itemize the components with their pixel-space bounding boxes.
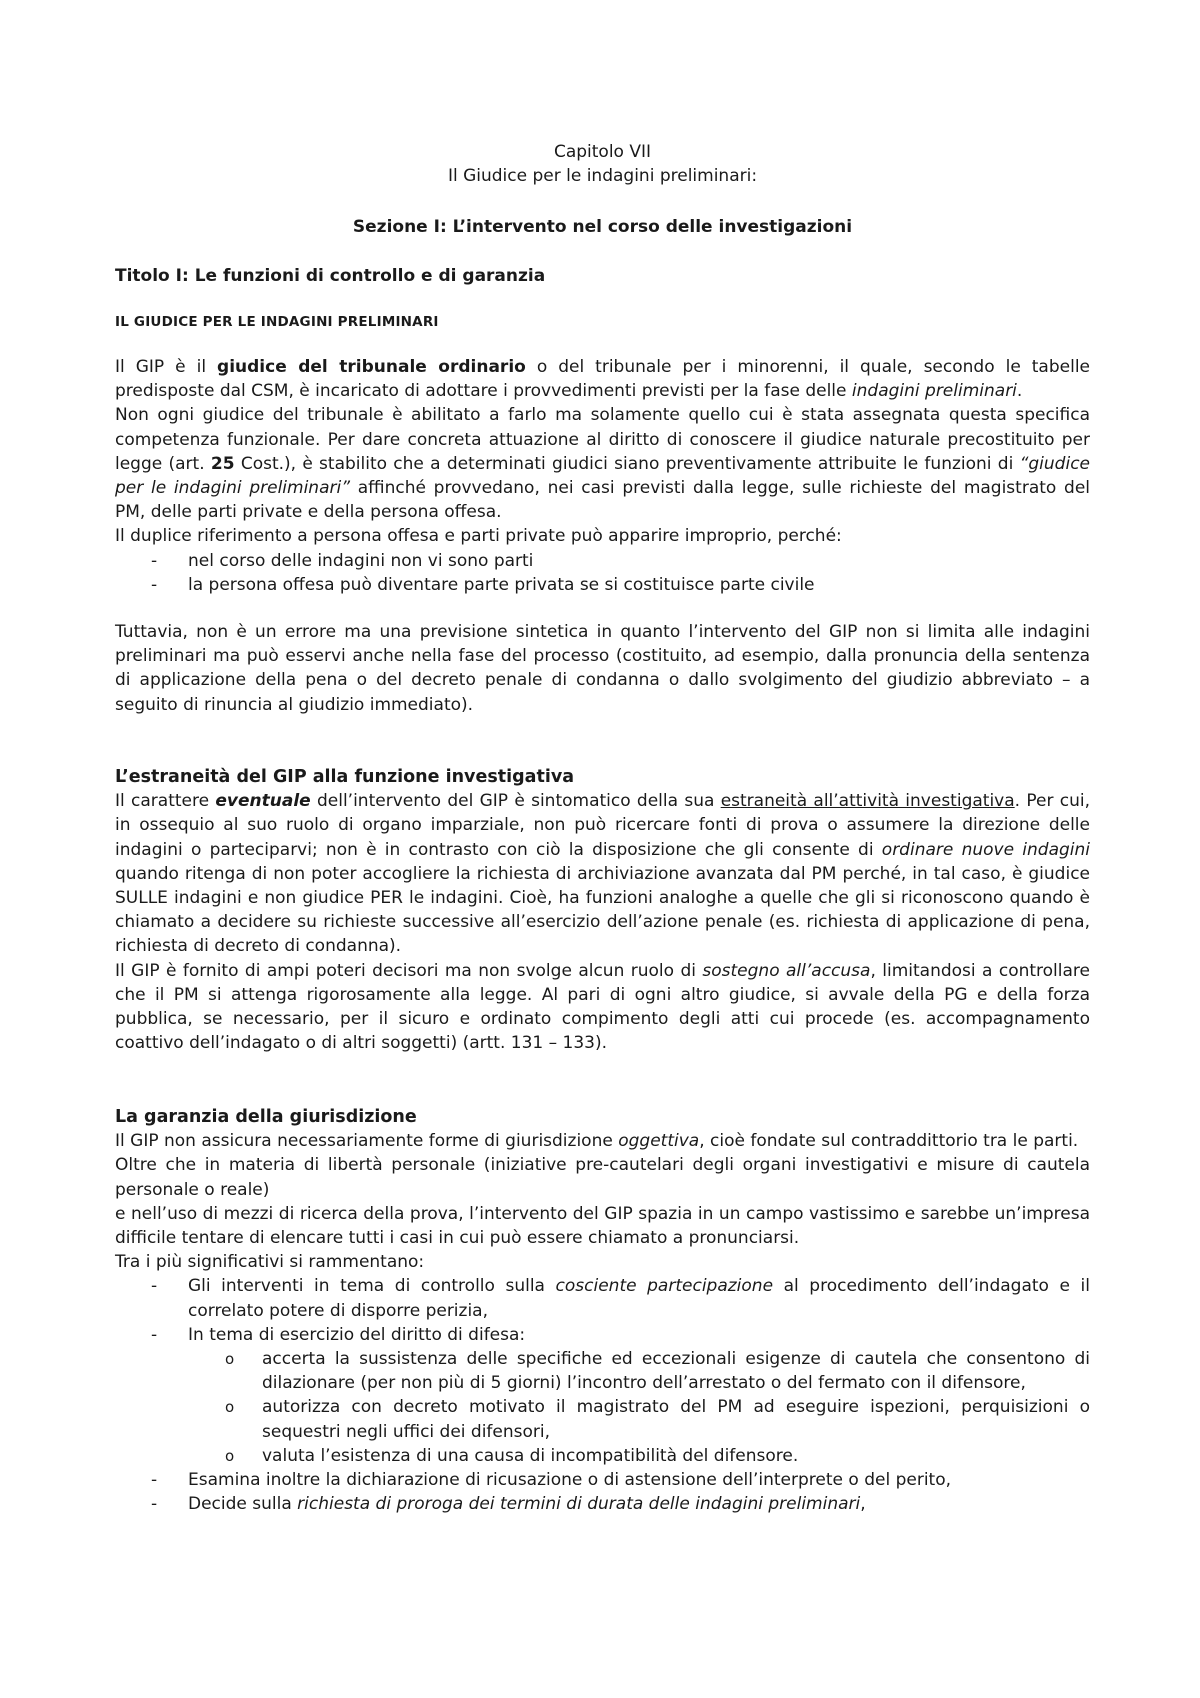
garanzia-sub-list (115, 1347, 1090, 1468)
intro-bullet-list (115, 549, 1090, 597)
text-run: , cioè fondate sul contraddittorio tra le parti. (699, 1131, 1079, 1152)
list-item (115, 1274, 1090, 1322)
list-item: - nel corso delle indagini non vi sono parti (115, 549, 1090, 573)
garanzia-paragraph-3: e nell’uso di mezzi di ricerca della prova, l’intervento del GIP spazia in un campo vastissimo e sarebbe un’impresa difficile tentare di elencare tutti i casi in cui può essere chiamato a pronunciarsi. (115, 1203, 1090, 1249)
estraneita-section (115, 765, 1090, 1055)
section-title: Sezione I: L’intervento nel corso delle investigazioni (352, 217, 853, 237)
list-item (115, 1492, 1090, 1516)
text-run: affinché provvedano, nei casi previsti dalla legge, sulle richieste del magistrato del PM, delle parti private e della persona offesa. (115, 478, 1091, 523)
chapter-title: Il Giudice per le indagini preliminari: (447, 166, 758, 187)
italic-run: ordinare nuove indagini (881, 839, 1090, 860)
text-run: Il GIP è il (115, 357, 218, 377)
estraneita-heading: L’estraneità del GIP alla funzione investigativa (115, 767, 575, 787)
estraneita-paragraph-1 (115, 789, 1090, 958)
intro-paragraph-2 (115, 403, 1090, 524)
bold-italic-run: eventuale (215, 791, 311, 812)
intro-paragraph-3: Il duplice riferimento a persona offesa e parti private può apparire improprio, perché: (115, 526, 842, 547)
bold-run: 25 (210, 453, 235, 474)
text-run: Il carattere (115, 791, 216, 812)
italic-run: richiesta di proroga dei termini di durata delle indagini preliminari (297, 1494, 861, 1515)
italic-run: indagini preliminari (851, 381, 1017, 402)
garanzia-paragraph-1 (115, 1129, 1090, 1153)
title-heading: Titolo I: Le funzioni di controllo e di garanzia (115, 266, 546, 286)
text-run: Non ogni giudice del tribunale è abilitato a farlo ma solamente quello cui è stata assegnata questa specifica competenza funzionale. Per dare concreta attuazione al diritto di conoscere il giudice naturale precostituito per legge (art. (115, 405, 1090, 474)
text-run: Il GIP non assicura necessariamente forme di giurisdizione (115, 1131, 619, 1152)
title-header (115, 264, 1090, 288)
text-run: . Per cui, in ossequio al suo ruolo di organo imparziale, non può ricercare fonti di prova o assumere la direzione delle indagini o parteciparvi; non è in contrasto con ciò la disposizione che gli consente di (115, 791, 1090, 860)
text-run: dell’intervento del GIP è sintomatico della sua (310, 791, 721, 812)
italic-run: sostegno all’accusa (702, 960, 871, 981)
intro-section (115, 355, 1090, 597)
subtitle-header (115, 310, 1090, 334)
sub-list-item: o valuta l’esistenza di una causa di incompatibilità del difensore. (115, 1444, 1090, 1468)
estraneita-paragraph-2 (115, 959, 1090, 1056)
list-item: - la persona offesa può diventare parte privata se si costituisce parte civile (115, 573, 1090, 597)
text-run: Il GIP è fornito di ampi poteri decisori ma non svolge alcun ruolo di (115, 960, 703, 981)
list-item (115, 1323, 1090, 1468)
text-run: Cost.), è stabilito che a determinati giudici siano preventivamente attribuite le funzioni di (234, 453, 1020, 474)
chapter-header (115, 140, 1090, 188)
garanzia-paragraph-4: Tra i più significativi si rammentano: (115, 1252, 425, 1273)
list-item: - Esamina inoltre la dichiarazione di ricusazione o di astensione dell’interprete o del perito, (115, 1468, 1090, 1492)
text-run: o del tribunale per i minorenni, il quale, secondo le tabelle predisposte dal CSM, è incaricato di adottare i provvedimenti previsti per la fase delle (115, 357, 1090, 402)
text-run: Gli interventi in tema di controllo sulla (188, 1276, 556, 1297)
text-run: , limitandosi a controllare che il PM si attenga rigorosamente alla legge. Al pari di ogni altro giudice, si avvale della PG e della forza pubblica, se necessario, per il sicuro e ordinato compimento degli atti cui procede (es. accompagnamento coattivo dell’indagato o di altri soggetti) (artt. 131 – 133). (115, 960, 1090, 1054)
garanzia-paragraph-2: Oltre che in materia di libertà personale (iniziative pre-cautelari degli organi investigativi e misure di cautela personale o reale) (115, 1155, 1090, 1200)
intro-paragraph-1 (115, 355, 1090, 403)
garanzia-section (115, 1105, 1090, 1516)
text-run: , (860, 1494, 866, 1515)
section-header (115, 215, 1090, 239)
text-run: al procedimento dell’indagato e il correlato potere di disporre perizia, (188, 1276, 1090, 1321)
italic-run: cosciente partecipazione (555, 1276, 774, 1297)
garanzia-bullet-list (115, 1274, 1090, 1516)
text-run: In tema di esercizio del diritto di difesa: (188, 1324, 526, 1345)
garanzia-heading: La garanzia della giurisdizione (115, 1107, 417, 1127)
underlined-run: estraneità all’attività investigativa (720, 791, 1015, 812)
intro-paragraph-4: Tuttavia, non è un errore ma una previsione sintetica in quanto l’intervento del GIP non si limita alle indagini preliminari ma può esservi anche nella fase del processo (costituito, ad esempio, dalla pronuncia della sentenza di applicazione della pena o del decreto penale di condanna o dallo svolgimento del giudizio abbreviato – a seguito di rinuncia al giudizio immediato). (115, 622, 1090, 715)
intro-conclusion (115, 620, 1090, 717)
sub-list-item: o accerta la sussistenza delle specifiche ed eccezionali esigenze di cautela che consentono di dilazionare (per non più di 5 giorni) l’incontro dell’arrestato o del fermato con il difensore, (115, 1347, 1090, 1395)
sub-list-item: o autorizza con decreto motivato il magistrato del PM ad eseguire ispezioni, perquisizioni o sequestri negli uffici dei difensori, (115, 1395, 1090, 1443)
italic-run: “giudice per le indagini preliminari” (115, 453, 1090, 499)
subtitle-heading: IL GIUDICE PER LE INDAGINI PRELIMINARI (115, 314, 439, 330)
chapter-number: Capitolo VII (553, 142, 652, 162)
text-run: quando ritenga di non poter accogliere la richiesta di archiviazione avanzata dal PM perché, in tal caso, è giudice SULLE indagini e non giudice PER le indagini. Cioè, ha funzioni analoghe a quelle che gli si riconoscono quando è chiamato a decidere su richieste successive all’esercizio dell’azione penale (es. richiesta di applicazione di pena, richiesta di decreto di condanna). (115, 863, 1090, 957)
italic-run: oggettiva (618, 1131, 700, 1152)
text-run: Decide sulla (188, 1494, 298, 1515)
bold-run: giudice del tribunale ordinario (217, 357, 526, 377)
text-run: . (1016, 381, 1023, 402)
